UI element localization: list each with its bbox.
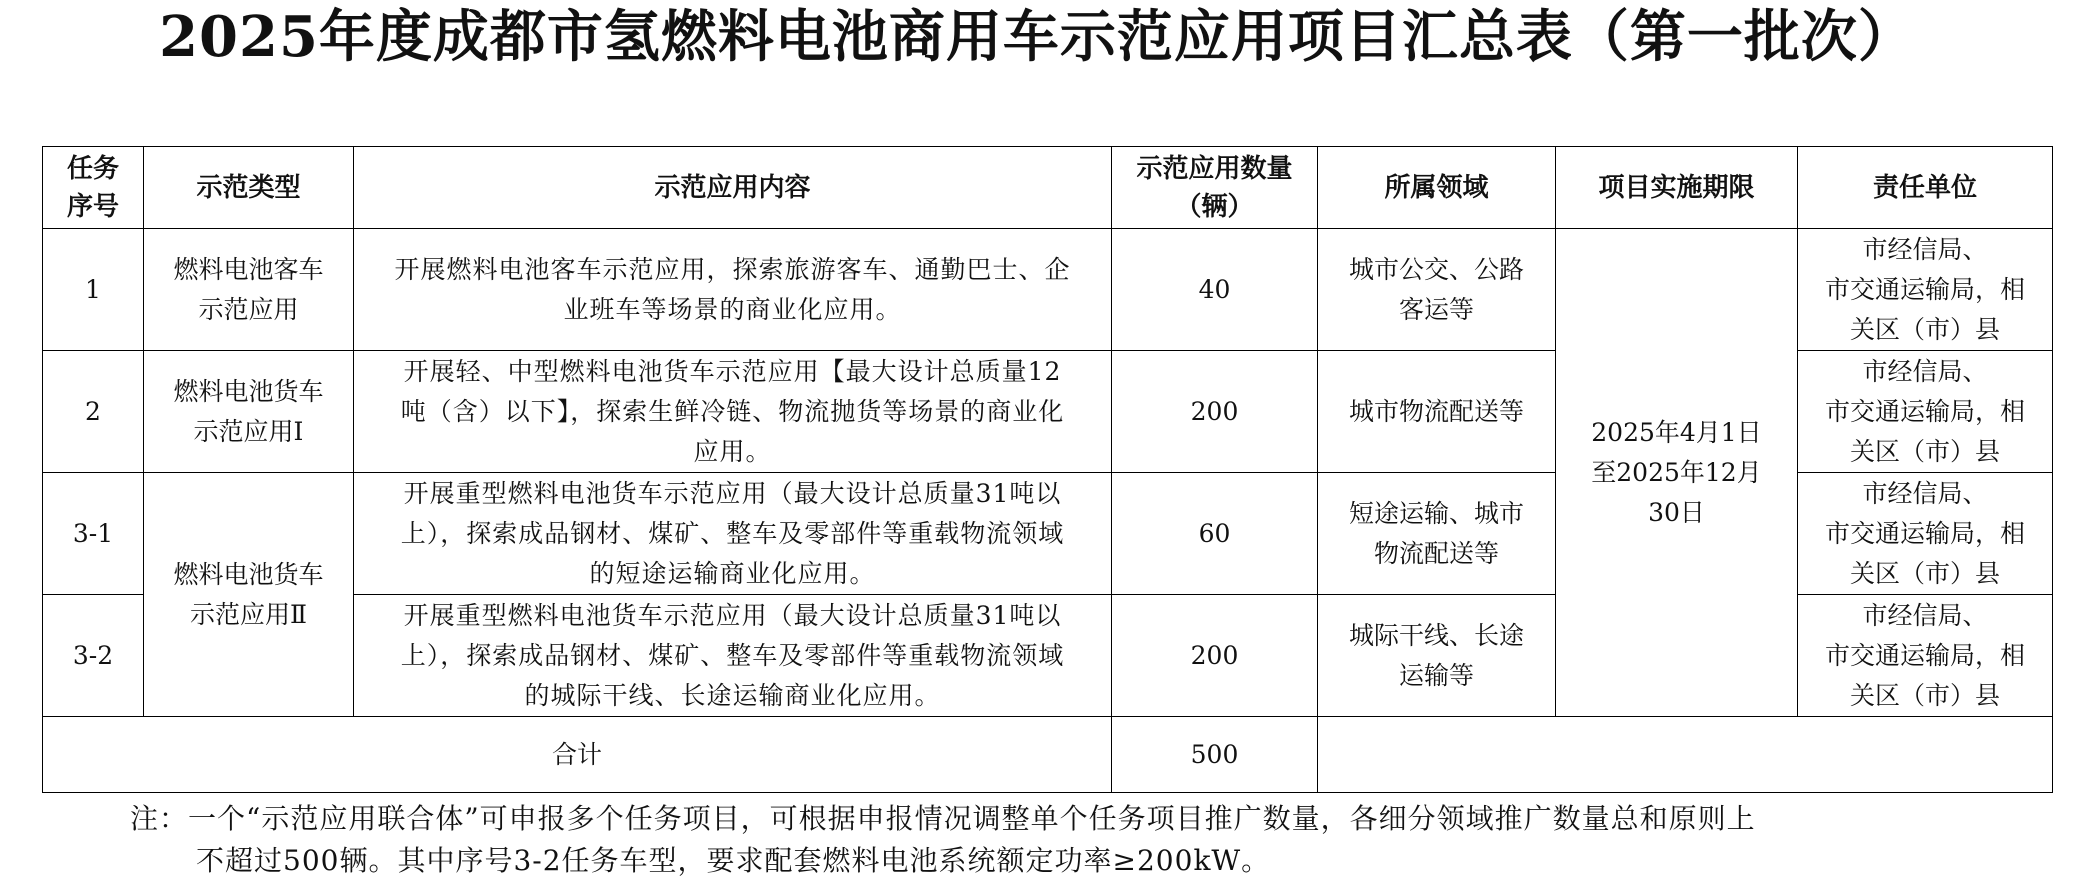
unit-line: 市经信局、 [1862, 478, 1988, 508]
quantity-cell: 60 [1112, 473, 1318, 595]
task-no-cell: 3-1 [43, 473, 144, 595]
unit-line: 市交通运输局，相 [1824, 640, 2025, 670]
unit-line: 市经信局、 [1862, 356, 1988, 386]
field-line: 运输等 [1398, 660, 1474, 690]
content-line: 应用。 [693, 436, 772, 466]
field-line: 物流配送等 [1373, 538, 1499, 568]
type-line: 示范应用 [198, 294, 299, 324]
period-cell [1556, 229, 1798, 717]
type-cell [144, 351, 354, 473]
type-line: 燃料电池客车 [173, 254, 324, 284]
content-line: 业班车等场景的商业化应用。 [563, 294, 902, 324]
field-cell [1318, 351, 1556, 473]
header-responsible-unit: 责任单位 [1798, 147, 2053, 229]
field-cell [1318, 595, 1556, 717]
responsible-unit-cell [1798, 229, 2053, 351]
total-empty-cell [1318, 717, 2053, 793]
project-summary-table [42, 146, 2053, 793]
task-no-cell: 1 [43, 229, 144, 351]
header-quantity [1112, 147, 1318, 229]
content-line: 开展重型燃料电池货车示范应用（最大设计总质量31吨以 [403, 478, 1062, 508]
content-line: 上），探索成品钢材、煤矿、整车及零部件等重载物流领域 [400, 640, 1065, 670]
content-cell [354, 473, 1112, 595]
header-quantity-line-2: （辆） [1175, 191, 1254, 222]
task-no-cell: 2 [43, 351, 144, 473]
unit-line: 市交通运输局，相 [1824, 518, 2025, 548]
footnote-line-1: 注：一个“示范应用联合体”可申报多个任务项目，可根据申报情况调整单个任务项目推广数量，各细分领域推广数量总和原则上 [130, 802, 1756, 835]
content-line: 吨（含）以下】，探索生鲜冷链、物流抛货等场景的商业化 [400, 396, 1065, 426]
content-line: 的城际干线、长途运输商业化应用。 [524, 680, 941, 710]
header-content: 示范应用内容 [354, 147, 1112, 229]
content-line: 的短途运输商业化应用。 [589, 558, 876, 588]
unit-line: 市经信局、 [1862, 234, 1988, 264]
header-quantity-line-1: 示范应用数量 [1136, 153, 1293, 184]
type-cell [144, 473, 354, 717]
footnote [130, 798, 2030, 882]
footnote-line-2: 不超过500辆。其中序号3-2任务车型，要求配套燃料电池系统额定功率≥200kW。 [196, 844, 1271, 877]
content-cell [354, 595, 1112, 717]
content-line: 开展轻、中型燃料电池货车示范应用【最大设计总质量12 [403, 356, 1062, 386]
period-line: 30日 [1648, 497, 1705, 527]
header-type: 示范类型 [144, 147, 354, 229]
content-cell [354, 351, 1112, 473]
unit-line: 关区（市）县 [1849, 436, 2000, 466]
type-line: 燃料电池货车 [173, 559, 324, 589]
total-label: 合计 [43, 717, 1112, 793]
header-task-no [43, 147, 144, 229]
responsible-unit-cell [1798, 351, 2053, 473]
unit-line: 关区（市）县 [1849, 680, 2000, 710]
responsible-unit-cell [1798, 595, 2053, 717]
unit-line: 市交通运输局，相 [1824, 274, 2025, 304]
content-cell [354, 229, 1112, 351]
page-title: 2025年度成都市氢燃料电池商用车示范应用项目汇总表（第一批次） [159, 4, 1915, 70]
field-cell [1318, 229, 1556, 351]
unit-line: 关区（市）县 [1849, 558, 2000, 588]
unit-line: 关区（市）县 [1849, 314, 2000, 344]
type-line: 燃料电池货车 [173, 376, 324, 406]
table-row [43, 229, 2053, 351]
type-cell [144, 229, 354, 351]
content-line: 上），探索成品钢材、煤矿、整车及零部件等重载物流领域 [400, 518, 1065, 548]
responsible-unit-cell [1798, 473, 2053, 595]
header-period: 项目实施期限 [1556, 147, 1798, 229]
header-task-no-line-1: 任务 [66, 153, 119, 184]
field-line: 城市公交、公路 [1348, 254, 1524, 284]
field-line: 短途运输、城市 [1348, 498, 1524, 528]
unit-line: 市经信局、 [1862, 600, 1988, 630]
field-cell [1318, 473, 1556, 595]
period-line: 至2025年12月 [1591, 457, 1762, 487]
quantity-cell: 40 [1112, 229, 1318, 351]
total-row [43, 717, 2053, 793]
header-row [43, 147, 2053, 229]
task-no-cell: 3-2 [43, 595, 144, 717]
field-line: 客运等 [1398, 294, 1474, 324]
unit-line: 市交通运输局，相 [1824, 396, 2025, 426]
total-quantity: 500 [1112, 717, 1318, 793]
header-task-no-line-2: 序号 [66, 191, 119, 222]
quantity-cell: 200 [1112, 595, 1318, 717]
quantity-cell: 200 [1112, 351, 1318, 473]
content-line: 开展重型燃料电池货车示范应用（最大设计总质量31吨以 [403, 600, 1062, 630]
type-line: 示范应用Ⅰ [193, 416, 304, 446]
header-field: 所属领域 [1318, 147, 1556, 229]
type-line: 示范应用Ⅱ [190, 599, 307, 629]
period-line: 2025年4月1日 [1591, 417, 1762, 447]
field-line: 城市物流配送等 [1348, 396, 1524, 426]
content-line: 开展燃料电池客车示范应用，探索旅游客车、通勤巴士、企 [394, 254, 1071, 284]
field-line: 城际干线、长途 [1348, 620, 1524, 650]
